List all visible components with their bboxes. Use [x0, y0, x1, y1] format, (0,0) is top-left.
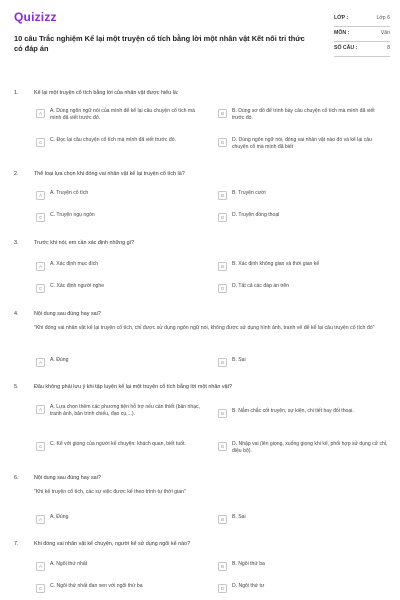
meta-class — [334, 12, 390, 27]
meta-subject-value: Văn — [380, 30, 390, 36]
meta-panel — [334, 12, 390, 57]
question-quote: "Khi đóng vai nhân vật kể lại truyện cổ tích, chỉ được sử dụng ngôn ngữ nói, không được sử dụng hình ảnh, tranh vẽ để kể lại câu truyện cổ tích đó" — [34, 325, 375, 331]
option-d[interactable]: D D. Tất cả các đáp án trên — [218, 283, 388, 293]
option-a[interactable]: A A. Dùng ngôn ngữ nói của mình để kể lại câu chuyện cổ tích mà mình đã viết trước đó. — [36, 108, 206, 123]
question-3: 3. Trước khi nói, em cần xác định những gì? — [14, 240, 135, 246]
option-letter-box: C — [36, 138, 45, 147]
option-letter-box: D — [218, 138, 227, 147]
option-d[interactable]: D D. Dùng ngôn ngữ nói, đóng vai nhân vật nào đó và kể lại câu chuyện cổ mà mình đã biết — [218, 137, 388, 152]
meta-class-value: Lớp 6 — [376, 15, 390, 21]
question-2: 2. Thể loại lựa chọn khi đóng vai nhân vật kể lại truyện cổ tích là? — [14, 171, 185, 177]
question-6: 6. Nội dung sau đúng hay sai? "Khi kể truyện cổ tích, các sự việc được kể theo trình tự thời gian" — [14, 475, 388, 497]
option-a[interactable]: A A. Ngôi thứ nhất — [36, 561, 206, 571]
option-c[interactable]: C C. Xác định người nghe — [36, 283, 206, 293]
option-a[interactable]: A A. Truyện cổ tích — [36, 190, 206, 200]
option-d[interactable]: D D. Ngôi thứ tư — [218, 583, 388, 593]
meta-subject-label: MÔN : — [334, 30, 350, 36]
option-b[interactable]: B B. Xác định không gian và thời gian kể — [218, 261, 388, 271]
question-text: Kể lại một truyện cổ tích bằng lời của nhân vật được hiểu là: — [34, 90, 179, 96]
meta-class-label: LỚP : — [334, 15, 349, 21]
question-7: 7. Khi đóng vai nhân vật kể chuyện, người kể sử dụng ngôi kể nào? — [14, 541, 191, 547]
question-1 — [14, 90, 388, 96]
option-b[interactable]: B B. Truyện cười — [218, 190, 388, 200]
question-4: 4. Nội dung sau đúng hay sai? "Khi đóng vai nhân vật kể lại truyện cổ tích, chỉ được sử dụng ngôn ngữ nói, không được sử dụng hình ảnh, tranh vẽ để kể lại câu truyện cổ tích đó" — [14, 311, 388, 333]
option-d[interactable]: D D. Nhập vai (lên giọng, xuống giọng khi kể, phối hợp sử dụng cử chỉ, điệu bộ). — [218, 441, 388, 456]
option-c[interactable]: C C. Kể với giọng của người kể chuyện: khách quan, biết tuốt. — [36, 441, 206, 451]
option-b[interactable]: B B. Dùng sơ đồ để trình bày câu chuyện cổ tích mà mình đã viết trước đó. — [218, 108, 388, 123]
option-c[interactable]: C C. Ngôi thứ nhất đan xen với ngôi thứ ba — [36, 583, 206, 593]
option-b[interactable]: B B. Ngôi thứ ba — [218, 561, 388, 571]
question-number: 1. — [14, 90, 19, 96]
option-b[interactable]: B B. Sai — [218, 357, 388, 367]
option-letter-box: B — [218, 109, 227, 118]
meta-count-label: SỐ CÂU : — [334, 45, 358, 51]
option-a[interactable]: A A. Đúng — [36, 357, 206, 367]
option-a[interactable]: A A. Lựa chọn thêm các phương tiện hỗ trợ nếu cần thiết (bản nhạc, tranh ảnh, bản trình chiếu, đạo cụ,...). — [36, 404, 206, 419]
question-quote: "Khi kể truyện cổ tích, các sự việc được kể theo trình tự thời gian" — [34, 489, 186, 495]
header — [0, 0, 400, 78]
option-a[interactable]: A A. Xác định mục đích — [36, 261, 206, 271]
meta-count-value: 8 — [387, 45, 390, 51]
option-d[interactable]: D D. Truyện đồng thoại — [218, 212, 388, 222]
page-title: 10 câu Trắc nghiệm Kể lại một truyện cổ tích bằng lời một nhân vật Kết nối tri thức có đáp án — [14, 34, 305, 53]
option-c[interactable]: C C. Truyện ngụ ngôn — [36, 212, 206, 222]
option-a[interactable]: A A. Đúng — [36, 514, 206, 524]
quizizz-logo: Quizizz — [14, 10, 57, 24]
option-b[interactable]: B B. Nắm chắc cốt truyện, sự kiện, chi tiết hay đối thoại. — [218, 408, 388, 418]
meta-subject — [334, 27, 390, 42]
option-b[interactable]: B B. Sai — [218, 514, 388, 524]
option-c[interactable]: C C. Đọc lại câu chuyện cổ tích mà mình đã viết trước đó. — [36, 137, 206, 147]
question-5: 5. Đâu không phải lưu ý khi tập luyện kể lại một truyện cổ tích bằng lời một nhân vật? — [14, 384, 233, 390]
meta-count — [334, 42, 390, 57]
option-letter-box: A — [36, 109, 45, 118]
